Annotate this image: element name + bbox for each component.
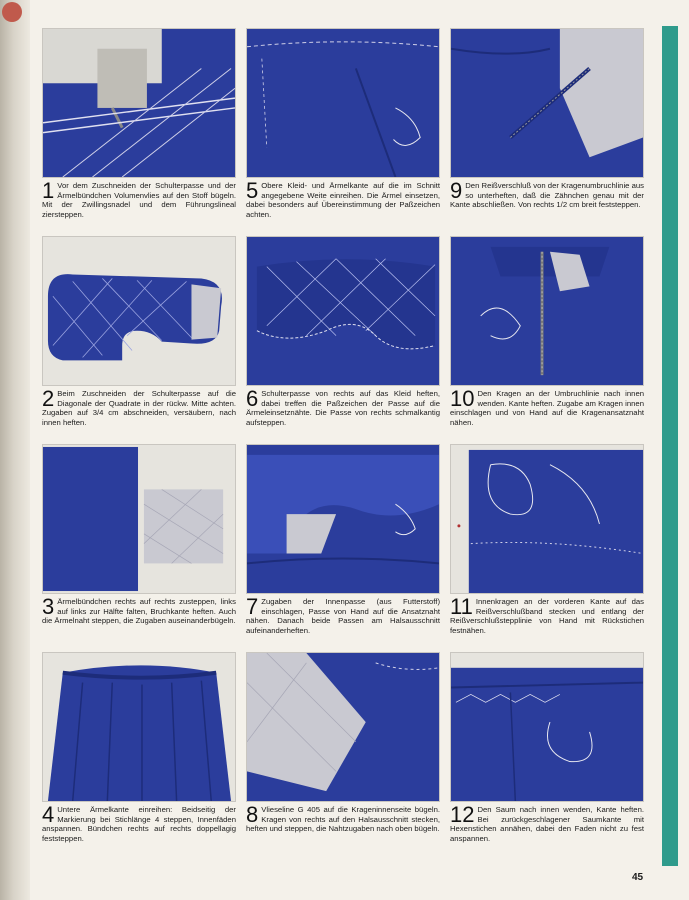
step-number: 5 (246, 181, 259, 203)
step-number: 12 (450, 805, 475, 827)
step-10-photo (450, 236, 644, 386)
step-3-photo (42, 444, 236, 594)
step-5 (246, 28, 440, 239)
step-number: 1 (42, 181, 55, 203)
page-number: 45 (632, 872, 644, 883)
step-9 (450, 28, 644, 239)
book-binding (0, 0, 30, 900)
step-3-caption (42, 597, 236, 655)
step-text: Vlieseline G 405 auf die Krageninnenseite bügeln. Kragen von rechts auf den Halsausschnitt stecken, heften und steppen, die Nahtzugaben nach oben bügeln. (246, 805, 440, 834)
step-9-photo (450, 28, 644, 178)
step-number: 11 (450, 597, 473, 619)
step-text: Den Reißverschluß von der Kragenumbruchlinie aus so unterheften, daß die Zähnchen genau mit der Kante abschließen. Von rechts 1/2 cm breit feststeppen. (450, 181, 644, 210)
step-4-photo (42, 652, 236, 802)
step-text: Vor dem Zuschneiden der Schulterpasse und der Ärmelbündchen Volumenvlies auf den Stoff bügeln. Mit der Zwillingsnadel und dem Führungslineal ziersteppen. (42, 181, 236, 219)
step-3 (42, 444, 236, 655)
step-8-photo (246, 652, 440, 802)
step-8-caption (246, 805, 440, 863)
step-text: Den Kragen an der Umbruchlinie nach innen wenden. Kante heften. Zugabe am Kragen innen einschlagen und von Hand auf die Kragenansatznaht nähen. (450, 389, 644, 427)
step-text: Beim Zuschneiden der Schulterpasse auf die Diagonale der Quadrate in der rückw. Mitte achten. Zugaben auf 3/4 cm abschneiden, versäubern, nach innen heften. (42, 389, 236, 427)
step-2-caption (42, 389, 236, 447)
step-6-photo (246, 236, 440, 386)
step-text: Schulterpasse von rechts auf das Kleid heften, dabei treffen die Paßzeichen der Passe auf die Ärmeleinsetznähte. Die Passe von rechts schmalkantig aufsteppen. (246, 389, 440, 427)
step-number: 8 (246, 805, 259, 827)
step-11-caption (450, 597, 644, 655)
step-6 (246, 236, 440, 447)
step-10-caption (450, 389, 644, 447)
step-number: 6 (246, 389, 259, 411)
step-number: 10 (450, 389, 475, 411)
step-11-photo (450, 444, 644, 594)
step-text: Den Saum nach innen wenden, Kante heften. Bei zurückgeschlagener Saumkante mit Hexenstichen annähen, dabei den Faden nicht zu fest anspannen. (450, 805, 644, 843)
step-7-caption (246, 597, 440, 655)
step-2 (42, 236, 236, 447)
step-12-caption (450, 805, 644, 863)
step-12 (450, 652, 644, 863)
step-7-photo (246, 444, 440, 594)
step-1-caption (42, 181, 236, 239)
step-1-photo (42, 28, 236, 178)
step-number: 9 (450, 181, 463, 203)
step-7 (246, 444, 440, 655)
step-number: 7 (246, 597, 259, 619)
step-5-photo (246, 28, 440, 178)
step-number: 3 (42, 597, 55, 619)
step-5-caption (246, 181, 440, 239)
step-11 (450, 444, 644, 655)
step-4-caption (42, 805, 236, 863)
teal-side-stripe (662, 26, 678, 866)
step-1 (42, 28, 236, 239)
step-text: Ärmelbündchen rechts auf rechts zusteppen, links auf links zur Hälfte falten, Bruchkante heften. Auch die Ärmelnaht steppen, die Zugaben auseinanderbügeln. (42, 597, 236, 626)
step-2-photo (42, 236, 236, 386)
step-9-caption (450, 181, 644, 239)
step-6-caption (246, 389, 440, 447)
step-8 (246, 652, 440, 863)
step-text: Innenkragen an der vorderen Kante auf das Reißverschlußband stecken und entlang der Reißverschlußstepplinie von Hand mit Rückstichen festnähen. (450, 597, 644, 635)
step-text: Untere Ärmelkante einreihen: Beidseitig der Markierung bei Stichlänge 4 steppen, Innenfäden anspannen. Bündchen rechts auf rechts doppellagig feststeppen. (42, 805, 236, 843)
step-number: 2 (42, 389, 55, 411)
step-4 (42, 652, 236, 863)
step-text: Zugaben der Innenpasse (aus Futterstoff) einschlagen, Passe von Hand auf die Ansatznaht nähen. Danach beide Passen am Halsausschnitt aufeinanderheften. (246, 597, 440, 635)
step-10 (450, 236, 644, 447)
step-text: Obere Kleid- und Ärmelkante auf die im Schnitt angegebene Weite einreihen. Die Ärmel einsetzen, dabei besonders auf Übereinstimmung der Paßzeichen achten. (246, 181, 440, 219)
step-number: 4 (42, 805, 55, 827)
step-12-photo (450, 652, 644, 802)
binding-marker (2, 2, 22, 22)
step-grid (42, 28, 646, 858)
